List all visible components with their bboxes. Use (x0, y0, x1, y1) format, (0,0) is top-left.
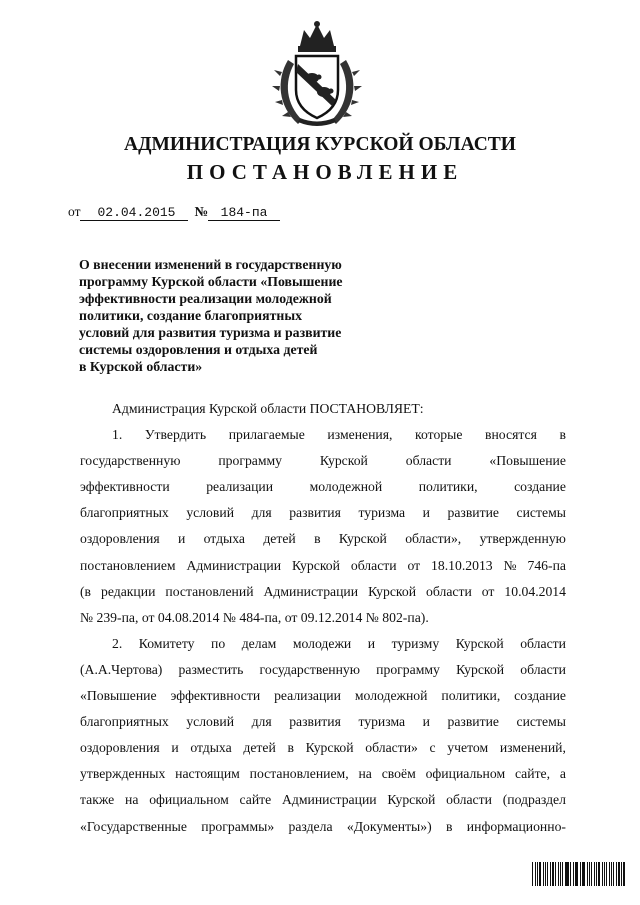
body-line (80, 787, 566, 813)
body-word: «Государственные (80, 818, 187, 834)
body-word: в (446, 818, 453, 834)
body-word: Курской (455, 635, 504, 651)
body-word: 10.04.2014 (504, 583, 566, 599)
barcode-bar (596, 862, 597, 886)
barcode-bar (539, 862, 541, 886)
barcode-bar (587, 862, 588, 886)
body-word: условий (186, 714, 235, 730)
body-word: и (422, 505, 430, 521)
document-body (80, 396, 566, 840)
body-word: прилагаемые (228, 427, 305, 443)
subject-line: О внесении изменений в государственную (79, 257, 342, 272)
body-word: детей (263, 531, 296, 547)
body-word: и (171, 740, 179, 756)
barcode-bar (555, 862, 556, 886)
body-word: официальном (425, 766, 506, 782)
barcode-bar (576, 862, 577, 886)
body-line (80, 500, 566, 526)
subject-line: эффективности реализации молодежной (79, 291, 332, 306)
body-line (80, 761, 566, 787)
body-word: постановлений (165, 583, 254, 599)
barcode-bar (532, 862, 533, 886)
body-word: политики, (441, 688, 501, 704)
body-word: с (429, 740, 436, 756)
body-word: раздела (288, 818, 333, 834)
body-line (80, 526, 566, 552)
body-word: утвержденных (80, 766, 166, 782)
body-word: для (251, 714, 272, 730)
body-line (80, 553, 566, 579)
barcode-bar (602, 862, 603, 886)
document-number: 184-па (208, 206, 280, 221)
body-line (80, 657, 566, 683)
body-line (80, 605, 566, 631)
body-word: 2. (112, 635, 123, 651)
body-word: реализации (274, 688, 341, 704)
body-word: изменений, (499, 740, 566, 756)
body-line (80, 735, 566, 761)
barcode-bar (623, 862, 624, 886)
barcode-bar (573, 862, 574, 886)
body-word: развитие (447, 505, 499, 521)
body-word: сайте, (514, 766, 551, 782)
body-word: Курской (456, 661, 505, 677)
body-word: туризма (358, 714, 406, 730)
body-word: Утвердить (144, 427, 207, 443)
body-word: отдыха (203, 531, 245, 547)
body-word: оздоровления (80, 531, 160, 547)
document-date: 02.04.2015 (80, 206, 188, 221)
body-word: а (559, 766, 566, 782)
body-line (80, 396, 566, 422)
body-word: программы» (201, 818, 275, 834)
body-word: условий (186, 505, 235, 521)
barcode-bar (570, 862, 571, 886)
barcode-bar (616, 862, 617, 886)
body-word: постановлением (80, 557, 176, 573)
body-word: в (314, 531, 321, 547)
body-word: молодежной (309, 479, 383, 495)
body-word: сайте (239, 792, 272, 808)
body-word: вносятся (485, 427, 537, 443)
body-word: и (177, 531, 186, 547)
body-word: редакции (101, 583, 156, 599)
barcode-bar (598, 862, 600, 886)
body-word: настоящим (175, 766, 240, 782)
body-word: эффективности (170, 688, 261, 704)
body-word: № (503, 557, 517, 573)
body-line (80, 631, 566, 657)
body-word: своём (381, 766, 416, 782)
barcode-bar (552, 862, 554, 886)
barcode-bar (566, 862, 568, 886)
barcode-bar (543, 862, 544, 886)
body-word: 1. (112, 427, 123, 443)
subject-line: условий для развития туризма и развитие (79, 325, 342, 340)
body-word: области», (405, 531, 462, 547)
body-word: государственную (259, 661, 360, 677)
body-word: № 239-па, от 04.08.2014 № 484-па, от 09.12.2014 № 802-па). (80, 609, 429, 625)
document-type-title: ПОСТАНОВЛЕНИЕ (186, 160, 464, 184)
body-word: государственную (80, 453, 181, 469)
body-word: на (125, 792, 139, 808)
body-word: «Документы») (346, 818, 432, 834)
body-line (80, 474, 566, 500)
body-word: информационно- (466, 818, 566, 834)
body-word: 18.10.2013 (431, 557, 493, 573)
body-word: туризма (358, 505, 406, 521)
barcode-bar (565, 862, 566, 886)
body-word: от (407, 557, 421, 573)
barcode-bar (580, 862, 581, 886)
body-word: молодежной (354, 688, 428, 704)
body-word: Курской (291, 557, 340, 573)
body-word: области (520, 635, 566, 651)
body-word: которые (415, 427, 463, 443)
body-word: области (426, 583, 472, 599)
body-word: области (446, 792, 492, 808)
barcode-bar (583, 862, 585, 886)
barcode-bar (535, 862, 536, 886)
body-word: постановлением, (249, 766, 349, 782)
body-word: в (287, 740, 294, 756)
body-word: создание (514, 479, 566, 495)
body-word: Курской (338, 531, 387, 547)
body-word: утвержденную (479, 531, 566, 547)
body-word: туризму (391, 635, 440, 651)
body-word: политики, (418, 479, 478, 495)
body-word: для (251, 505, 272, 521)
body-word: эффективности (80, 479, 170, 495)
body-word: развития (289, 505, 341, 521)
body-word: на (358, 766, 372, 782)
body-word: благоприятных (80, 714, 169, 730)
subject-line: системы оздоровления и отдыха детей (79, 342, 318, 357)
body-word: и (367, 635, 376, 651)
barcode-bar (545, 862, 546, 886)
barcode-bar (575, 862, 576, 886)
body-word: области (350, 557, 397, 573)
barcode-bar (582, 862, 583, 886)
body-word: Курской (368, 583, 417, 599)
body-word: развитие (447, 714, 499, 730)
body-word: делам (241, 635, 277, 651)
barcode-bar (550, 862, 551, 886)
body-word: «Повышение (489, 453, 566, 469)
barcode-bar (594, 862, 595, 886)
body-word: (в (80, 583, 92, 599)
body-word: программу (218, 453, 283, 469)
body-word: Курской (387, 792, 436, 808)
body-word: оздоровления (80, 740, 160, 756)
barcode-bar (604, 862, 605, 886)
body-line (80, 709, 566, 735)
barcode-icon (532, 862, 626, 886)
body-word: Курской (305, 740, 354, 756)
body-line (80, 448, 566, 474)
body-word: развития (289, 714, 341, 730)
body-word: в (559, 427, 566, 443)
number-prefix: № (194, 204, 209, 219)
body-line (80, 422, 566, 448)
date-prefix: от (68, 204, 81, 219)
body-word: детей (243, 740, 276, 756)
body-word: благоприятных (80, 505, 169, 521)
barcode-bar (537, 862, 538, 886)
body-word: Комитету (138, 635, 195, 651)
body-word: (А.А.Чертова) (80, 661, 163, 677)
body-word: области (405, 453, 452, 469)
body-word: (подраздел (502, 792, 566, 808)
body-word: от (481, 583, 495, 599)
body-word: области (520, 661, 566, 677)
body-word: разместить (178, 661, 244, 677)
body-word: Курской (319, 453, 368, 469)
body-word: 746-па (527, 557, 566, 573)
body-word: учетом (447, 740, 489, 756)
kursk-oblast-coat-of-arms-icon (268, 20, 366, 130)
barcode-bar (560, 862, 561, 886)
body-word: реализации (206, 479, 274, 495)
barcode-bar (547, 862, 548, 886)
body-line (80, 579, 566, 605)
date-number-line (68, 204, 280, 221)
barcode-bar (562, 862, 563, 886)
barcode-bar (591, 862, 592, 886)
body-line (80, 683, 566, 709)
barcode-bar (606, 862, 607, 886)
body-word: программу (376, 661, 440, 677)
organization-title: АДМИНИСТРАЦИЯ КУРСКОЙ ОБЛАСТИ (124, 134, 516, 155)
barcode-bar (589, 862, 590, 886)
body-word: отдыха (190, 740, 232, 756)
body-word: изменения, (327, 427, 393, 443)
document-subject (79, 256, 409, 375)
body-word: и (422, 714, 430, 730)
barcode-bar (611, 862, 612, 886)
body-word: Администрация Курской области ПОСТАНОВЛЯЕТ: (112, 401, 424, 416)
body-word: официальном (149, 792, 229, 808)
barcode-bar (618, 862, 620, 886)
body-word: Администрации (186, 557, 282, 573)
body-word: Администрации (263, 583, 359, 599)
barcode-bar (621, 862, 622, 886)
barcode-bar (613, 862, 614, 886)
body-word: также (80, 792, 115, 808)
body-word: по (211, 635, 226, 651)
barcode-bar (558, 862, 559, 886)
barcode-bar (609, 862, 610, 886)
body-word: системы (516, 505, 566, 521)
body-word: Администрации (282, 792, 377, 808)
subject-line: программу Курской области «Повышение (79, 274, 343, 289)
subject-line: политики, создание благоприятных (79, 308, 302, 323)
body-word: системы (516, 714, 566, 730)
body-word: области» (365, 740, 418, 756)
subject-line: в Курской области» (79, 359, 203, 374)
body-word: молодежи (292, 635, 352, 651)
body-line (80, 814, 566, 840)
body-word: «Повышение (80, 688, 157, 704)
body-word: создание (514, 688, 566, 704)
